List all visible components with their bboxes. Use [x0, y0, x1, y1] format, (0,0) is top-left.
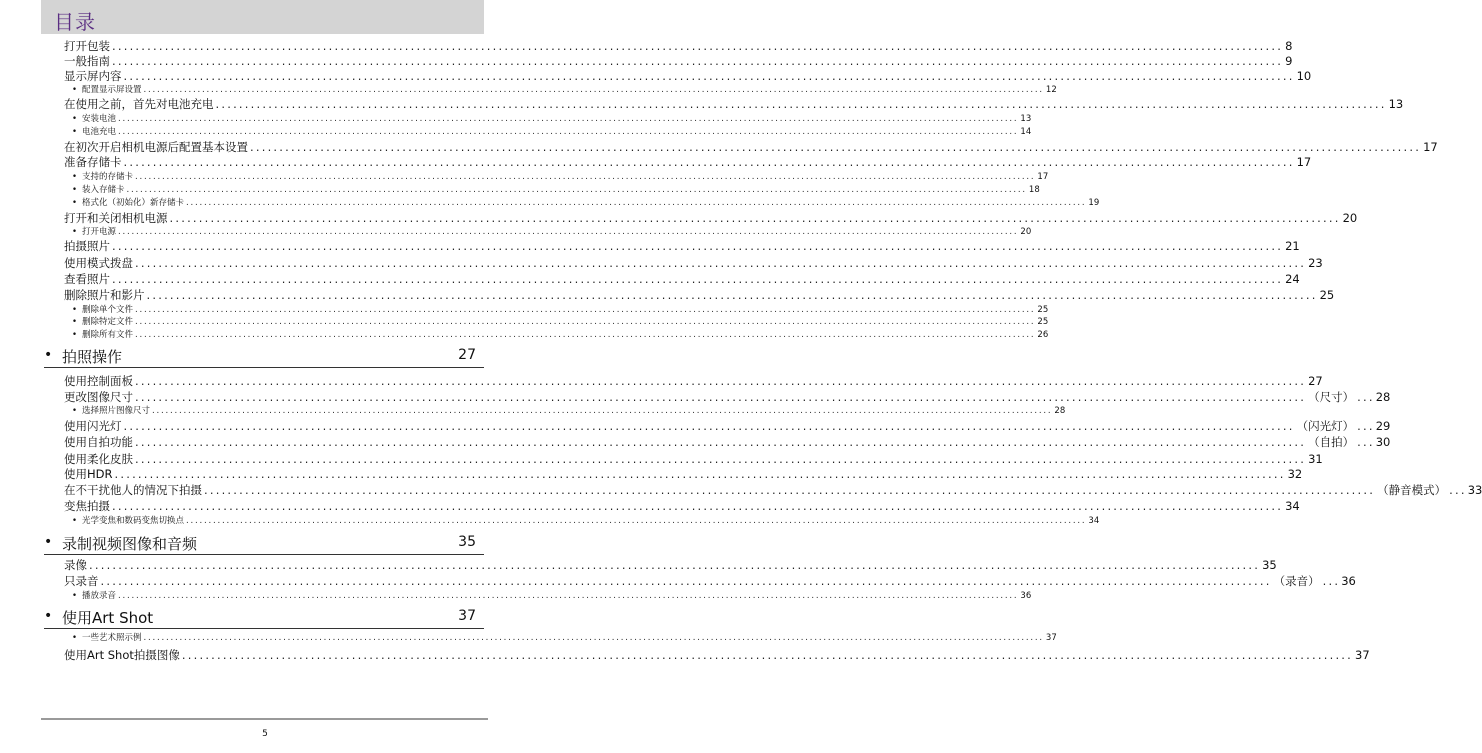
bullet: • — [72, 317, 78, 327]
entry-page: 32 — [1287, 467, 1303, 481]
section-title: 使用Art Shot — [62, 609, 154, 627]
toc-entry[interactable] — [64, 211, 1358, 225]
dot-leader: ........................................................................................................................................................................................................ — [135, 390, 1307, 404]
dot-leader: ........................................................................................................................................................................................................ — [126, 185, 1027, 195]
entry-title: 更改图像尺寸 — [64, 390, 133, 404]
toc-subentry[interactable] — [72, 305, 1049, 315]
toc-entry[interactable] — [64, 155, 1312, 169]
entry-title: 使用Art Shot拍摄图像 — [64, 648, 180, 662]
toc-entry[interactable] — [64, 390, 1391, 404]
entry-title: 在初次开启相机电源后配置基本设置 — [64, 140, 248, 154]
entry-page: 17 — [1423, 140, 1438, 154]
toc-entry[interactable] — [64, 499, 1300, 513]
dot-leader: ........................................................................................................................................................................................................ — [146, 288, 1318, 302]
entry-title: 装入存储卡 — [82, 185, 125, 195]
dot-leader: ........................................................................................................................................................................................................ — [112, 54, 1284, 68]
dot-leader: ... — [1357, 435, 1375, 449]
entry-page: 36 — [1020, 591, 1032, 601]
toc-entry[interactable] — [64, 256, 1323, 270]
toc-entry[interactable] — [64, 69, 1312, 83]
toc-entry[interactable] — [64, 467, 1303, 481]
entry-title: 变焦拍摄 — [64, 499, 110, 513]
dot-leader: ........................................................................................................................................................................................................ — [118, 127, 1019, 137]
toc-entry[interactable] — [64, 239, 1300, 253]
toc-section-heading[interactable] — [44, 532, 484, 555]
toc-subentry[interactable] — [72, 227, 1032, 237]
entry-note: （静音模式） — [1377, 483, 1447, 497]
dot-leader: ........................................................................................................................................................................................................ — [112, 499, 1284, 513]
entry-title: 拍摄照片 — [64, 239, 110, 253]
dot-leader: ........................................................................................................................................................................................................ — [143, 633, 1044, 643]
entry-page: 14 — [1020, 127, 1032, 137]
entry-page: 20 — [1020, 227, 1032, 237]
toc-entry[interactable] — [64, 452, 1323, 466]
toc-section-heading[interactable] — [44, 606, 484, 629]
bullet: • — [44, 534, 53, 550]
toc-subentry[interactable] — [72, 198, 1100, 208]
toc-subentry[interactable] — [72, 172, 1049, 182]
entry-title: 播放录音 — [82, 591, 117, 601]
entry-title: 在不干扰他人的情况下拍摄 — [64, 483, 202, 497]
section-page: 35 — [458, 534, 476, 550]
bullet: • — [72, 591, 78, 601]
entry-page: 19 — [1088, 198, 1100, 208]
bullet: • — [72, 227, 78, 237]
entry-page: 17 — [1296, 155, 1312, 169]
entry-note: （尺寸） — [1308, 390, 1355, 404]
dot-leader: ........................................................................................................................................................................................................ — [112, 239, 1284, 253]
dot-leader: ... — [1357, 419, 1375, 433]
entry-page: 28 — [1375, 390, 1391, 404]
toc-entry[interactable] — [64, 288, 1335, 302]
entry-page: 23 — [1308, 256, 1323, 270]
entry-title: 使用柔化皮肤 — [64, 452, 133, 466]
dot-leader: ........................................................................................................................................................................................................ — [118, 114, 1019, 124]
dot-leader: ........................................................................................................................................................................................................ — [215, 97, 1387, 111]
entry-page: 20 — [1342, 211, 1358, 225]
entry-page: 37 — [1355, 648, 1370, 662]
section-page: 37 — [458, 608, 476, 624]
toc-subentry[interactable] — [72, 185, 1040, 195]
entry-note: （自拍） — [1308, 435, 1355, 449]
entry-title: 一般指南 — [64, 54, 110, 68]
entry-page: 30 — [1375, 435, 1391, 449]
bullet: • — [72, 406, 78, 416]
dot-leader: ........................................................................................................................................................................................................ — [135, 330, 1036, 340]
page-title: 目录 — [54, 10, 96, 34]
dot-leader: ... — [1449, 483, 1467, 497]
toc-subentry[interactable] — [72, 85, 1057, 95]
section-page: 27 — [458, 347, 476, 363]
entry-title: 打开电源 — [82, 227, 117, 237]
bullet: • — [72, 127, 78, 137]
dot-leader: ... — [1357, 390, 1375, 404]
entry-page: 28 — [1054, 406, 1066, 416]
toc-entry[interactable] — [64, 483, 1482, 497]
dot-leader: ........................................................................................................................................................................................................ — [123, 155, 1295, 169]
entry-title: 打开包装 — [64, 39, 110, 53]
entry-page: 35 — [1262, 558, 1277, 572]
entry-page: 37 — [1045, 633, 1057, 643]
entry-title: 只录音 — [64, 574, 99, 588]
dot-leader: ........................................................................................................................................................................................................ — [135, 435, 1307, 449]
dot-leader: ........................................................................................................................................................................................................ — [169, 211, 1341, 225]
dot-leader: ........................................................................................................................................................................................................ — [135, 317, 1036, 327]
toc-entry[interactable] — [64, 97, 1404, 111]
toc-entry[interactable] — [64, 419, 1391, 433]
entry-title: 使用闪光灯 — [64, 419, 122, 433]
toc-subentry[interactable] — [72, 633, 1057, 643]
entry-title: 使用控制面板 — [64, 374, 133, 388]
entry-title: 安装电池 — [82, 114, 117, 124]
toc-entry[interactable] — [64, 140, 1438, 154]
entry-title: 使用自拍功能 — [64, 435, 133, 449]
dot-leader: ........................................................................................................................................................................................................ — [114, 467, 1286, 481]
entry-title: 一些艺术照示例 — [82, 633, 142, 643]
entry-title: 删除单个文件 — [82, 305, 134, 315]
entry-title: 电池充电 — [82, 127, 117, 137]
toc-subentry[interactable] — [72, 317, 1049, 327]
bullet: • — [72, 633, 78, 643]
entry-title: 准备存储卡 — [64, 155, 122, 169]
page-number: 5 — [262, 729, 268, 739]
entry-title: 格式化（初始化）新存储卡 — [82, 198, 185, 208]
entry-page: 31 — [1308, 452, 1323, 466]
entry-page: 9 — [1285, 54, 1293, 68]
entry-page: 33 — [1467, 483, 1482, 497]
entry-title: 删除所有文件 — [82, 330, 134, 340]
entry-note: （闪光灯） — [1296, 419, 1355, 433]
toc-entry[interactable] — [64, 374, 1323, 388]
entry-title: 删除特定文件 — [82, 317, 134, 327]
entry-page: 36 — [1341, 574, 1356, 588]
entry-page: 24 — [1285, 272, 1300, 286]
dot-leader: ........................................................................................................................................................................................................ — [135, 172, 1036, 182]
entry-title: 录像 — [64, 558, 87, 572]
entry-page: 25 — [1037, 317, 1049, 327]
entry-title: 选择照片图像尺寸 — [82, 406, 151, 416]
dot-leader: ... — [1322, 574, 1341, 588]
entry-page: 34 — [1088, 516, 1100, 526]
toc-entry[interactable] — [64, 54, 1293, 68]
entry-note: （录音） — [1273, 574, 1320, 588]
section-title: 拍照操作 — [62, 348, 123, 366]
dot-leader: ........................................................................................................................................................................................................ — [118, 591, 1019, 601]
bullet: • — [72, 185, 78, 195]
entry-title: 查看照片 — [64, 272, 110, 286]
footer-divider — [41, 718, 488, 720]
entry-title: 使用模式拨盘 — [64, 256, 133, 270]
entry-page: 10 — [1296, 69, 1312, 83]
dot-leader: ........................................................................................................................................................................................................ — [123, 69, 1295, 83]
entry-page: 29 — [1375, 419, 1391, 433]
toc-entry[interactable] — [64, 648, 1370, 662]
entry-title: 删除照片和影片 — [64, 288, 145, 302]
toc-section-heading[interactable] — [44, 345, 484, 368]
toc-entry[interactable] — [64, 272, 1300, 286]
entry-page: 8 — [1285, 39, 1293, 53]
dot-leader: ........................................................................................................................................................................................................ — [100, 574, 1272, 588]
bullet: • — [72, 305, 78, 315]
toc-entry[interactable] — [64, 39, 1293, 53]
entry-title: 使用HDR — [64, 467, 113, 481]
dot-leader: ........................................................................................................................................................................................................ — [181, 648, 1354, 662]
entry-page: 26 — [1037, 330, 1049, 340]
entry-page: 21 — [1285, 239, 1300, 253]
dot-leader: ........................................................................................................................................................................................................ — [112, 272, 1284, 286]
dot-leader: ........................................................................................................................................................................................................ — [135, 305, 1036, 315]
bullet: • — [44, 608, 53, 624]
toc-entry[interactable] — [64, 435, 1391, 449]
entry-page: 13 — [1388, 97, 1404, 111]
entry-title: 打开和关闭相机电源 — [64, 211, 168, 225]
dot-leader: ........................................................................................................................................................................................................ — [135, 452, 1307, 466]
entry-page: 12 — [1045, 85, 1057, 95]
bullet: • — [72, 516, 78, 526]
entry-title: 光学变焦和数码变焦切换点 — [82, 516, 185, 526]
toc-subentry[interactable] — [72, 516, 1100, 526]
entry-title: 配置显示屏设置 — [82, 85, 142, 95]
bullet: • — [72, 85, 78, 95]
entry-page: 34 — [1285, 499, 1300, 513]
toc-entry[interactable] — [64, 574, 1356, 588]
dot-leader: ........................................................................................................................................................................................................ — [112, 39, 1284, 53]
toc-subentry[interactable] — [72, 591, 1032, 601]
dot-leader: ........................................................................................................................................................................................................ — [123, 419, 1295, 433]
dot-leader: ........................................................................................................................................................................................................ — [152, 406, 1053, 416]
dot-leader: ........................................................................................................................................................................................................ — [118, 227, 1019, 237]
bullet: • — [72, 114, 78, 124]
bullet: • — [72, 172, 78, 182]
toc-subentry[interactable] — [72, 114, 1032, 124]
bullet: • — [72, 198, 78, 208]
dot-leader: ........................................................................................................................................................................................................ — [135, 374, 1307, 388]
entry-page: 18 — [1028, 185, 1040, 195]
entry-page: 17 — [1037, 172, 1049, 182]
entry-page: 27 — [1308, 374, 1323, 388]
entry-page: 13 — [1020, 114, 1032, 124]
dot-leader: ........................................................................................................................................................................................................ — [186, 198, 1087, 208]
dot-leader: ........................................................................................................................................................................................................ — [135, 256, 1307, 270]
section-title: 录制视频图像和音频 — [62, 535, 198, 553]
bullet: • — [72, 330, 78, 340]
entry-title: 在使用之前，首先对电池充电 — [64, 97, 214, 111]
entry-page: 25 — [1319, 288, 1335, 302]
bullet: • — [44, 347, 53, 363]
dot-leader: ........................................................................................................................................................................................................ — [250, 140, 1422, 154]
entry-page: 25 — [1037, 305, 1049, 315]
toc-subentry[interactable] — [72, 127, 1032, 137]
dot-leader: ........................................................................................................................................................................................................ — [143, 85, 1044, 95]
toc-subentry[interactable] — [72, 406, 1066, 416]
toc-subentry[interactable] — [72, 330, 1049, 340]
dot-leader: ........................................................................................................................................................................................................ — [204, 483, 1376, 497]
toc-entry[interactable] — [64, 558, 1277, 572]
dot-leader: ........................................................................................................................................................................................................ — [186, 516, 1087, 526]
entry-title: 显示屏内容 — [64, 69, 122, 83]
entry-title: 支持的存储卡 — [82, 172, 134, 182]
dot-leader: ........................................................................................................................................................................................................ — [89, 558, 1261, 572]
